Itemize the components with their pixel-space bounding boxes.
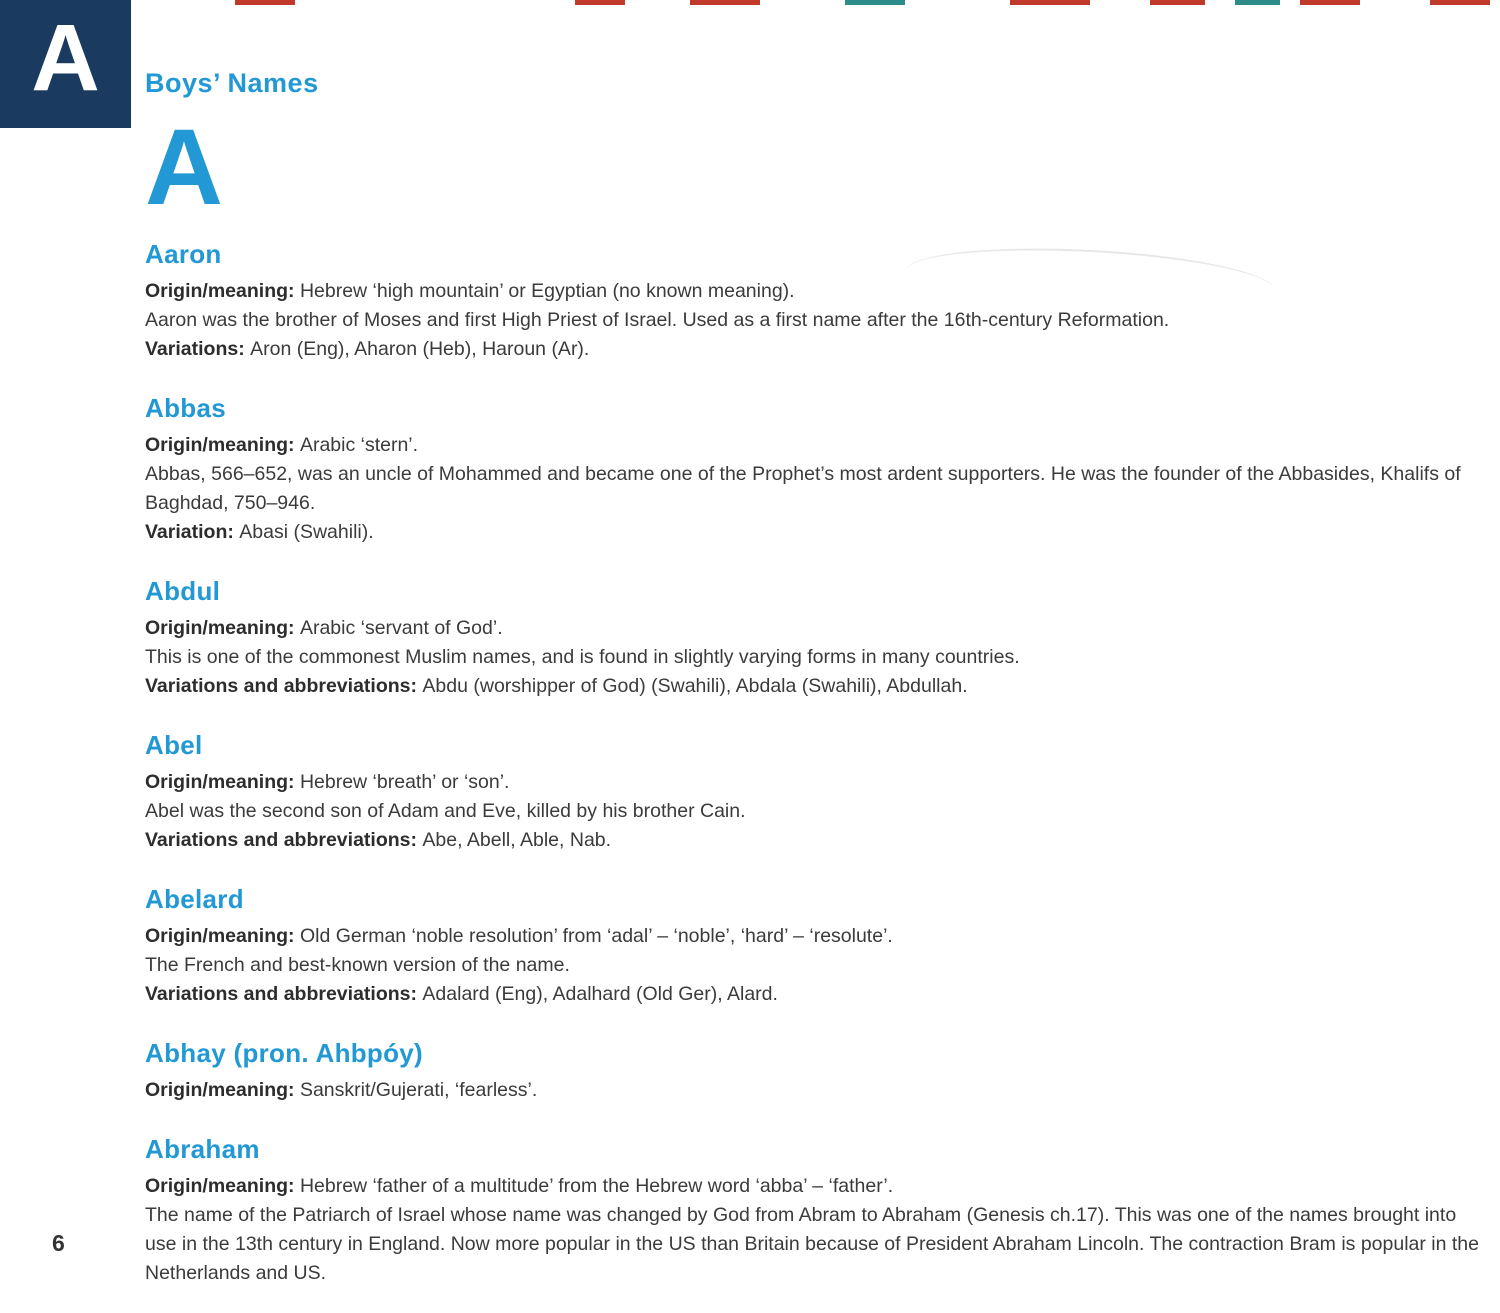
entry-line: Aaron was the brother of Moses and first High Priest of Israel. Used as a first name after the 16th-century Reformation. [145,308,1170,331]
scan-artifact [1300,0,1360,5]
entry-line: Origin/meaning: Arabic ‘stern’. [145,433,419,456]
entry-line: The name of the Patriarch of Israel whose name was changed by God from Abram to Abraham (Genesis ch.17). This was one of the names brought into use in the 13th century in England. Now more popular in the US than Britain because of President Abraham Lincoln. The contraction Bram is popular in the Netherlands and US. [145,1203,1479,1284]
scan-artifact [235,0,295,5]
entry-name: Abdul [145,575,221,606]
scan-artifact [575,0,625,5]
name-entry [145,884,1480,1009]
entry-line-label: Variations and abbreviations: [145,828,423,851]
entry-line-label: Origin/meaning: [145,279,300,302]
entry-line: Origin/meaning: Hebrew ‘father of a multitude’ from the Hebrew word ‘abba’ – ‘father’. [145,1174,894,1197]
entry-line: This is one of the commonest Muslim names, and is found in slightly varying forms in many countries. [145,645,1020,668]
entry-line: Origin/meaning: Old German ‘noble resolution’ from ‘adal’ – ‘noble’, ‘hard’ – ‘resolute’. [145,924,893,947]
entry-line: Variations: Aron (Eng), Aharon (Heb), Haroun (Ar). [145,337,590,360]
page-number: 6 [52,1230,65,1256]
entry-line-label: Variations: [145,337,251,360]
page-content [145,68,1480,1313]
entry-name: Abelard [145,883,244,914]
entry-line: Abel was the second son of Adam and Eve, killed by his brother Cain. [145,799,746,822]
name-entry [145,576,1480,701]
scan-artifact [1235,0,1280,5]
entry-line-label: Origin/meaning: [145,924,300,947]
entry-line: Origin/meaning: Hebrew ‘breath’ or ‘son’. [145,770,510,793]
entry-line-label: Origin/meaning: [145,433,300,456]
name-entry [145,239,1480,364]
section-title: Boys’ Names [145,68,319,98]
scan-artifact [1430,0,1490,5]
entry-name: Abel [145,729,203,760]
entry-line: The French and best-known version of the name. [145,953,570,976]
entries-list [145,239,1480,1288]
entry-name: Abraham [145,1133,260,1164]
entry-name: Abbas [145,392,226,423]
scan-artifact [845,0,905,5]
name-entry [145,1134,1480,1288]
entry-line-label: Origin/meaning: [145,616,300,639]
entry-line-label: Variations and abbreviations: [145,982,423,1005]
entry-line: Variations and abbreviations: Abdu (worshipper of God) (Swahili), Abdala (Swahili), Abdullah. [145,674,968,697]
corner-letter-tab [0,0,131,128]
entry-name: Abhay (pron. Ahbpóy) [145,1037,424,1068]
entry-line: Variations and abbreviations: Adalard (Eng), Adalhard (Old Ger), Alard. [145,982,778,1005]
entry-line-label: Origin/meaning: [145,770,300,793]
scan-artifact [1150,0,1205,5]
name-entry [145,393,1480,547]
entry-line: Origin/meaning: Hebrew ‘high mountain’ or Egyptian (no known meaning). [145,279,795,302]
entry-line: Origin/meaning: Arabic ‘servant of God’. [145,616,503,639]
corner-letter: A [31,4,100,111]
entry-line: Origin/meaning: Sanskrit/Gujerati, ‘fearless’. [145,1078,538,1101]
letter-heading: A [145,106,223,227]
entry-line-label: Variation: [145,520,240,543]
entry-line-label: Origin/meaning: [145,1174,300,1197]
entry-line: Variation: Abasi (Swahili). [145,520,374,543]
scan-artifact [1010,0,1090,5]
entry-line: Abbas, 566–652, was an uncle of Mohammed and became one of the Prophet’s most ardent supporters. He was the founder of the Abbasides, Khalifs of Baghdad, 750–946. [145,462,1461,514]
name-entry [145,730,1480,855]
entry-line: Variations and abbreviations: Abe, Abell, Able, Nab. [145,828,612,851]
scan-artifact [690,0,760,5]
entry-line-label: Variations and abbreviations: [145,674,423,697]
name-entry [145,1038,1480,1105]
entry-line-label: Origin/meaning: [145,1078,300,1101]
entry-name: Aaron [145,238,222,269]
